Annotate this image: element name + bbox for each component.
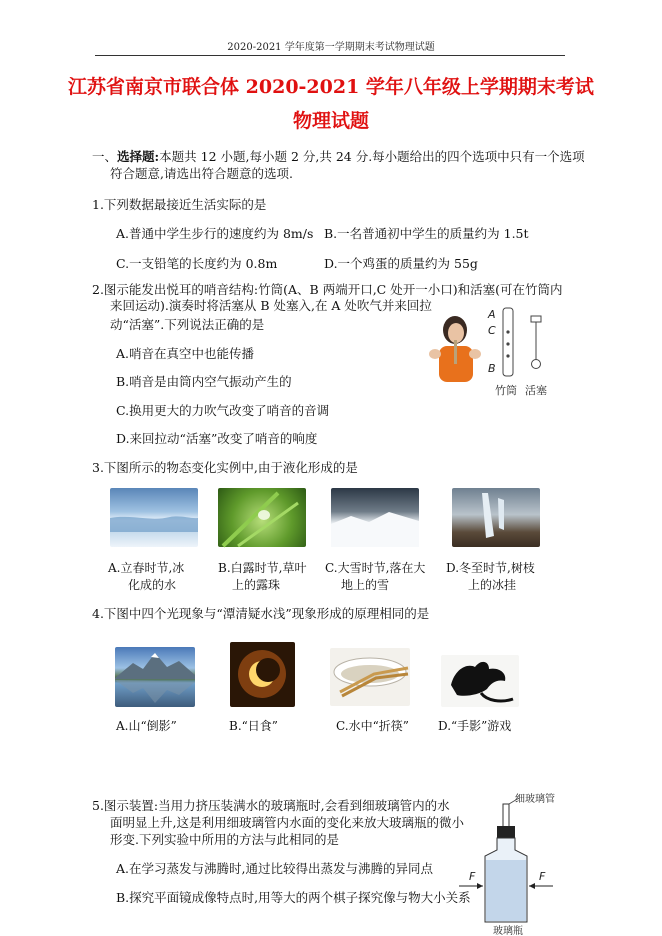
bottle-label: 玻璃瓶	[493, 926, 523, 936]
bottle-water	[486, 860, 526, 921]
q3-option-d-line2: 上的冰挂	[468, 578, 517, 592]
q2-stem-line3: 动“活塞”.下列说法正确的是	[110, 317, 265, 332]
q2-option-b: B.哨音是由筒内空气振动产生的	[116, 374, 292, 389]
q1-option-b: B.一名普通初中学生的质量约为 1.5t	[324, 226, 529, 241]
bamboo-tube	[503, 308, 513, 376]
photo-melting-ice	[110, 488, 198, 547]
q2-stem-line1: 2.图示能发出悦耳的哨音结构:竹筒(A、B 两端开口,C 处开一小口)和活塞(可在竹筒内	[92, 282, 563, 297]
bottle-stopper	[497, 826, 515, 838]
photo-hand-shadow	[441, 655, 519, 707]
q3-stem: 3.下图所示的物态变化实例中,由于液化形成的是	[92, 460, 358, 475]
section-instructions: 本题共 12 小题,每小题 2 分,共 24 分.每小题给出的四个选项中只有一个选项	[159, 149, 585, 164]
q4-option-c: C.水中“折筷”	[336, 719, 409, 733]
q2-option-a: A.哨音在真空中也能传播	[116, 346, 255, 361]
label-b: B	[488, 362, 496, 375]
section-instructions-cont: 符合题意,请选出符合题意的选项.	[110, 166, 293, 181]
q1-stem: 1.下列数据最接近生活实际的是	[92, 197, 267, 212]
label-c: C	[488, 324, 496, 337]
q5-figure	[455, 790, 575, 936]
section-number: 一、	[92, 149, 118, 164]
q2-option-d: D.来回拉动“活塞”改变了哨音的响度	[116, 431, 318, 446]
girl-hand-right	[469, 349, 481, 359]
q4-stem: 4.下图中四个光现象与“潭清疑水浅”现象形成的原理相同的是	[92, 606, 430, 621]
photo-dew-on-grass	[218, 488, 306, 547]
q3-option-d-line1: D.冬至时节,树枝	[446, 561, 535, 575]
girl-hand-left	[429, 349, 441, 359]
piston-head	[531, 316, 541, 322]
bamboo-flute-held	[454, 340, 457, 364]
photo-bent-chopsticks	[330, 648, 410, 706]
header-rule	[95, 55, 565, 56]
caption-tube: 竹筒	[495, 384, 517, 397]
flute-illustration	[425, 300, 570, 400]
q5-stem-line2: 面明显上升,这是利用细玻璃管内水面的变化来放大玻璃瓶的微小	[110, 815, 464, 830]
q3-option-a-line2: 化成的水	[128, 578, 177, 592]
tube-label: 细玻璃管	[515, 794, 555, 805]
q2-option-c: C.换用更大的力吹气改变了哨音的音调	[116, 403, 330, 418]
q2-stem-line2: 来回运动).演奏时将活塞从 B 处塞入,在 A 处吹气并来回拉	[110, 298, 432, 313]
q5-stem-line1: 5.图示装置:当用力挤压装满水的玻璃瓶时,会看到细玻璃管内的水	[92, 798, 450, 813]
q5-stem-line3: 形变.下列实验中所用的方法与此相同的是	[110, 832, 339, 847]
piston-handle	[532, 360, 541, 369]
photo-solar-eclipse	[230, 642, 295, 707]
tube-hole	[506, 330, 509, 333]
page-subtitle: 物理试题	[292, 110, 369, 132]
photo-snow-on-ground	[331, 488, 419, 547]
photo-mountain-reflection	[115, 647, 195, 707]
bottle-apparatus	[455, 790, 575, 936]
q1-option-d: D.一个鸡蛋的质量约为 55g	[324, 256, 478, 271]
caption-piston: 活塞	[525, 384, 547, 397]
photo-icicles-on-branch	[452, 488, 540, 547]
running-header: 2020-2021 学年度第一学期期末考试物理试题	[227, 42, 435, 53]
q4-option-a: A.山“倒影”	[116, 719, 177, 733]
q4-option-d: D.“手影”游戏	[438, 719, 512, 733]
label-a: A	[488, 308, 496, 321]
q3-option-a-line1: A.立春时节,冰	[108, 561, 185, 575]
section-heading	[92, 149, 585, 164]
q3-option-b-line2: 上的露珠	[232, 578, 281, 592]
force-label-right: F	[539, 870, 546, 883]
q1-option-a: A.普通中学生步行的速度约为 8m/s	[116, 226, 314, 241]
q5-option-b: B.探究平面镜成像特点时,用等大的两个棋子探究像与物大小关系	[116, 890, 471, 905]
q3-option-c-line1: C.大雪时节,落在大	[325, 561, 426, 575]
section-title: 选择题:	[117, 149, 160, 164]
q2-figure	[425, 300, 570, 400]
q5-option-a: A.在学习蒸发与沸腾时,通过比较得出蒸发与沸腾的异同点	[116, 861, 433, 876]
force-label-left: F	[469, 870, 476, 883]
page-title: 江苏省南京市联合体 2020-2021 学年八年级上学期期末考试	[68, 76, 594, 98]
q4-option-b: B.“日食”	[229, 719, 278, 733]
q3-option-b-line1: B.白露时节,草叶	[218, 561, 307, 575]
q1-option-c: C.一支铅笔的长度约为 0.8m	[116, 256, 278, 271]
q3-option-c-line2: 地上的雪	[341, 578, 390, 592]
